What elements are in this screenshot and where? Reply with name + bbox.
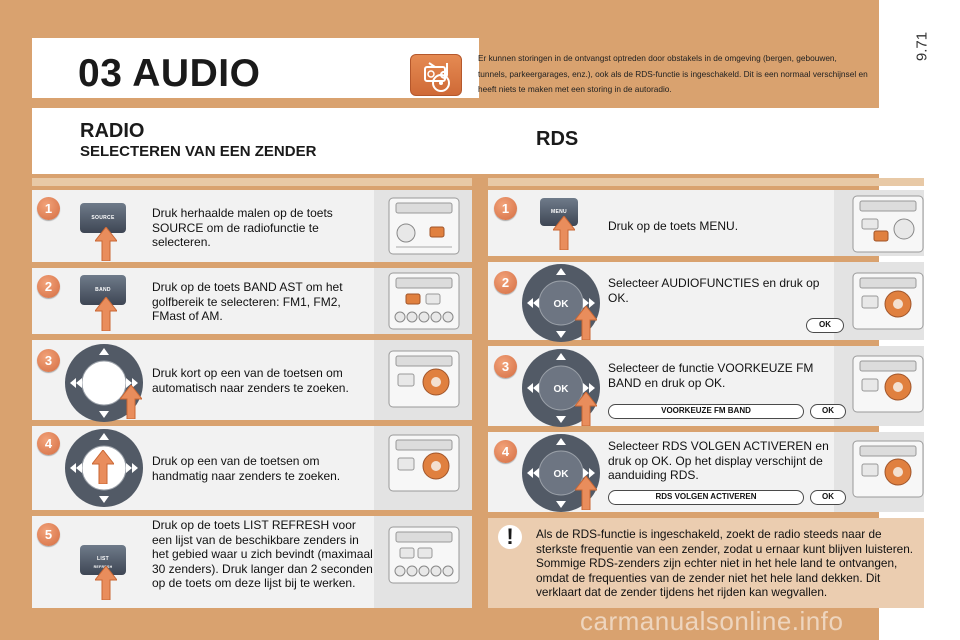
press-arrow-icon xyxy=(95,227,117,261)
step-number-badge: 3 xyxy=(494,355,517,378)
menu-key: MENU xyxy=(540,198,578,226)
step-number-badge: 4 xyxy=(494,440,517,463)
page-number: 9.71 xyxy=(913,31,931,62)
rds-step-4-text: Selecteer RDS VOLGEN ACTIVEREN en druk op OK. Op het display verschijnt de aanduiding RDS. xyxy=(608,439,829,482)
list-refresh-key-sublabel: REFRESH xyxy=(93,565,113,569)
intro-text: Er kunnen storingen in de ontvangst optreden door obstakels in de omgeving (bergen, gebouwen, tunnels, parkeergarages, enz.), ook als de RDS-functie is ingeschakeld. Dit is een normaal verschijnsel en heeft niets te maken met een storing in de autoradio. xyxy=(478,53,868,94)
rds-step-3-text: Selecteer de functie VOORKEUZE FM BAND en druk op OK. xyxy=(608,361,814,390)
car-radio-illustration xyxy=(388,350,460,408)
divider-strip xyxy=(32,178,472,186)
car-radio-illustration xyxy=(852,440,924,498)
step-number-badge: 3 xyxy=(37,349,60,372)
section-title-band xyxy=(32,108,924,174)
radio-step-1-text: Druk herhaalde malen op de toets SOURCE om de radiofunctie te selecteren. xyxy=(152,206,333,249)
step-number-badge: 2 xyxy=(494,271,517,294)
radio-section-title: RADIO xyxy=(80,120,145,142)
press-arrow-icon xyxy=(92,450,114,484)
press-arrow-icon xyxy=(120,385,142,419)
radio-step-5-text: Druk op de toets LIST REFRESH voor een lijst van de beschikbare zenders in het gebied waar u zich bevindt (maximaal 30 zenders). Druk langer dan 2 seconden op de toets om deze lijst bij te werken. xyxy=(152,518,373,590)
rds-section-title: RDS xyxy=(536,128,579,150)
dial-ok-label: OK xyxy=(553,299,569,310)
radio-step-4-text: Druk op een van de toetsen om handmatig naar zenders te zoeken. xyxy=(152,454,341,483)
radio-step-3-text: Druk kort op een van de toetsen om automatisch naar zenders te zoeken. xyxy=(152,366,349,395)
car-radio-illustration xyxy=(388,526,460,584)
press-arrow-icon xyxy=(575,306,597,340)
car-radio-illustration xyxy=(388,197,460,255)
step-number-badge: 5 xyxy=(37,523,60,546)
divider-strip xyxy=(488,178,924,186)
press-arrow-icon xyxy=(95,297,117,331)
warning-icon: ! xyxy=(498,525,522,549)
step-number-badge: 1 xyxy=(494,197,517,220)
press-arrow-icon xyxy=(575,392,597,426)
rds-step-1-text: Druk op de toets MENU. xyxy=(608,219,739,233)
step-number-badge: 2 xyxy=(37,275,60,298)
car-radio-illustration xyxy=(852,355,924,413)
ok-button: OK xyxy=(806,318,844,333)
menu-option-pill: VOORKEUZE FM BAND xyxy=(608,404,804,419)
watermark: carmanualsonline.info xyxy=(580,606,844,636)
radio-section-subtitle: SELECTEREN VAN EEN ZENDER xyxy=(80,143,317,160)
step-number-badge: 1 xyxy=(37,197,60,220)
chapter-title: 03 AUDIO xyxy=(78,52,261,95)
step-number-badge: 4 xyxy=(37,432,60,455)
radio-step-2-text: Druk op de toets BAND AST om het golfbereik te selecteren: FM1, FM2, FMast of AM. xyxy=(152,280,343,323)
ok-button: OK xyxy=(810,404,846,419)
dial-ok-label: OK xyxy=(553,469,569,480)
radio-cd-icon xyxy=(410,54,462,96)
car-radio-illustration xyxy=(388,272,460,330)
car-radio-illustration xyxy=(852,195,924,253)
ok-button: OK xyxy=(810,490,846,505)
press-arrow-icon xyxy=(575,476,597,510)
press-arrow-icon xyxy=(95,566,117,600)
band-key: BAND xyxy=(80,275,126,305)
rds-step-2-text: Selecteer AUDIOFUNCTIES en druk op OK. xyxy=(608,276,820,305)
dial-ok-label: OK xyxy=(553,384,569,395)
source-key: SOURCE xyxy=(80,203,126,233)
press-arrow-icon xyxy=(553,216,575,250)
list-refresh-key-label: LIST xyxy=(96,556,110,562)
rds-note-text: Als de RDS-functie is ingeschakeld, zoekt de radio steeds naar de sterkste frequentie van een zender, zodat u ernaar kunt blijven luisteren. Sommige RDS-zenders zijn echter niet in het hele land te ontvangen, omdat de frequenties van de zender niet het hele land dekken. Dit verklaart dat de zender tijdens het rijden kan wegvallen. xyxy=(536,527,914,599)
car-radio-illustration xyxy=(388,434,460,492)
menu-option-pill: RDS VOLGEN ACTIVEREN xyxy=(608,490,804,505)
car-radio-illustration xyxy=(852,272,924,330)
